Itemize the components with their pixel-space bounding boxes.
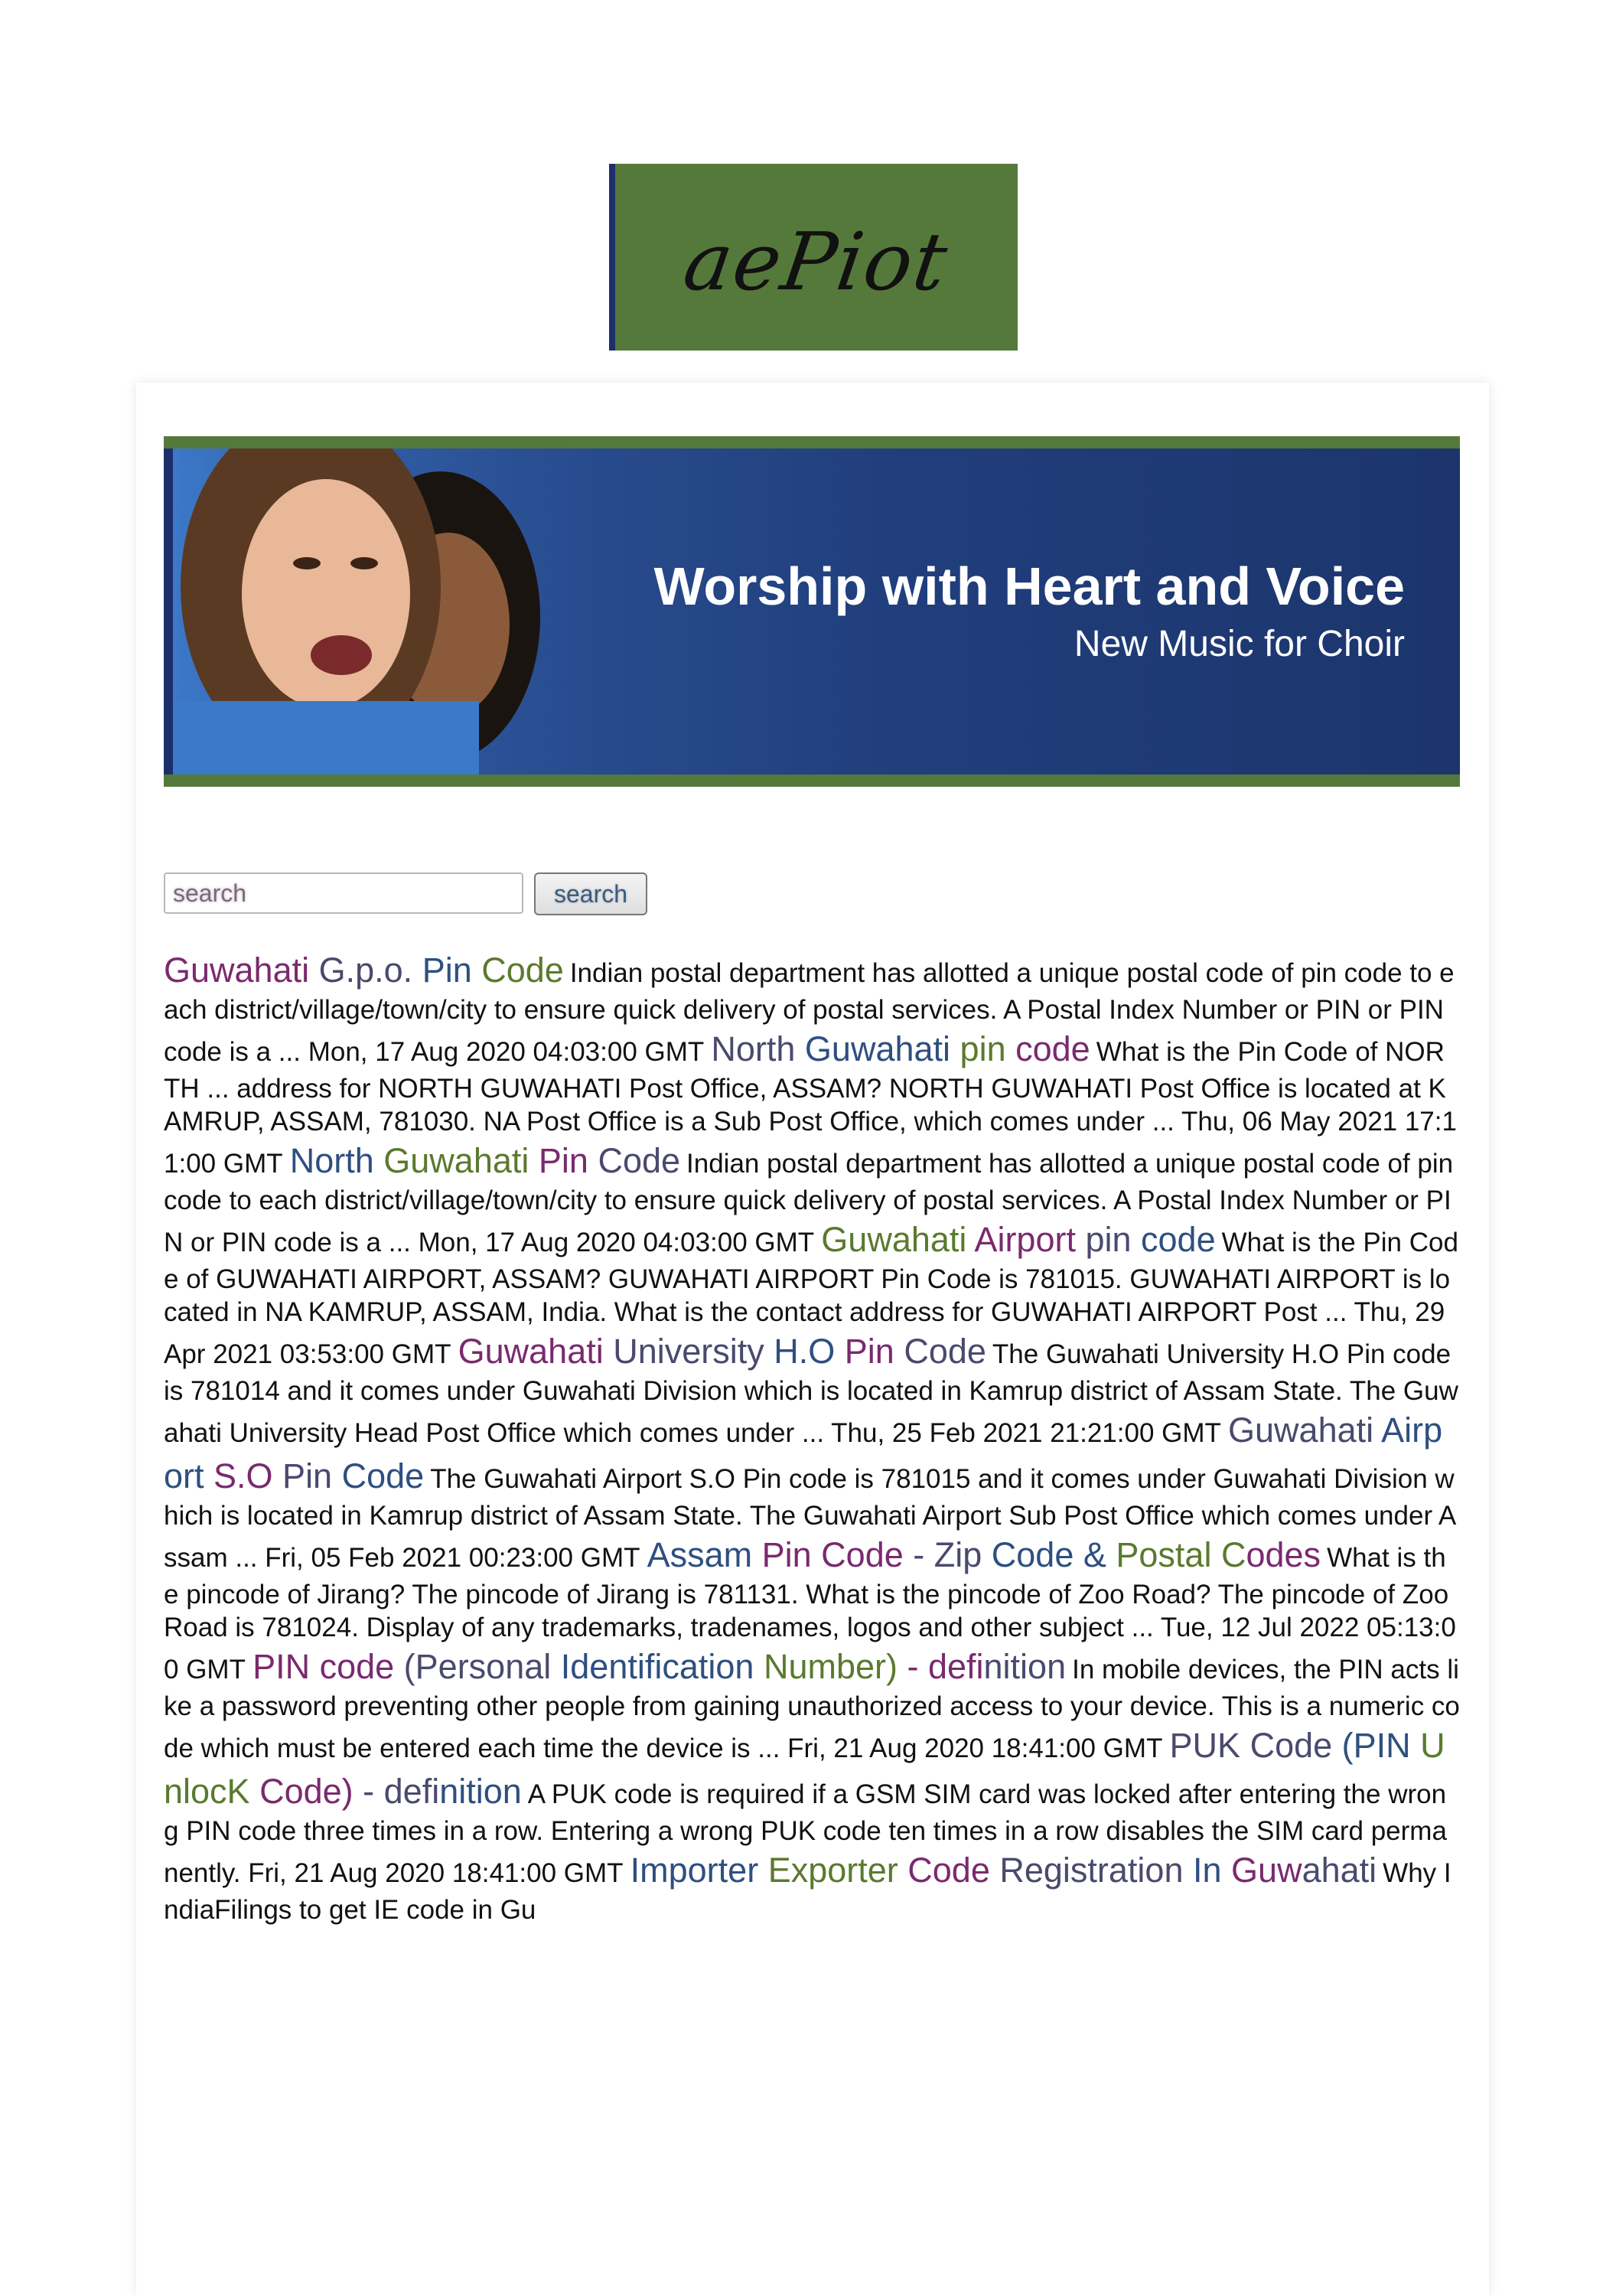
result-title-part: pin <box>950 1029 1006 1068</box>
result-title-part: Pin <box>835 1332 894 1371</box>
result-title-part: nition <box>439 1772 522 1811</box>
banner-subtitle: New Music for Choir <box>1074 624 1405 664</box>
result-title-part: (Personal <box>394 1647 552 1686</box>
result-title-part: (PIN <box>1332 1726 1411 1765</box>
result-title-part: G.p.o. <box>309 951 413 990</box>
result-title-part: Assam <box>647 1535 753 1574</box>
results-list <box>164 947 1460 1926</box>
result-title-part: Guwahati <box>795 1029 951 1068</box>
result-title-part: Airport <box>164 1411 1443 1495</box>
result-title-part: Pin <box>412 951 472 990</box>
result-title-part: Code) <box>249 1772 354 1811</box>
result-title-part: PUK Code <box>1169 1726 1333 1765</box>
result-title-part: Code <box>588 1141 681 1180</box>
result-title-link[interactable] <box>290 1141 680 1180</box>
result-title-part: Registration <box>989 1851 1184 1890</box>
result-title-part: - Zip <box>903 1535 982 1574</box>
result-title-part: North <box>711 1029 796 1068</box>
result-title-link[interactable] <box>630 1851 1377 1890</box>
result-title-part: nition <box>983 1647 1067 1686</box>
search-button[interactable]: search <box>534 872 647 915</box>
result-description: Indian postal department has allotted a unique postal code of pin code to each district/village/town/city to ensure quick delivery of postal services. A Postal Index Number or PIN or PIN code is a ... Mon, 17 Aug 2020 04:03:00 GMT <box>164 958 1455 1067</box>
result-title-part: Code <box>894 1332 986 1371</box>
result-title-part: Pin <box>272 1456 333 1495</box>
result-title-part: - defi <box>353 1772 440 1811</box>
result-title-part: University <box>603 1332 764 1371</box>
result-title-part: Code <box>332 1456 425 1495</box>
result-title-link[interactable] <box>164 951 564 990</box>
result-title-part: Exporter <box>758 1851 898 1890</box>
logo-text: aePiot <box>678 215 955 308</box>
result-title-part: Guwahati <box>164 951 310 990</box>
result-title-part: Importer <box>630 1851 759 1890</box>
result-title-part: Code <box>471 951 564 990</box>
result-title-part: Code <box>898 1851 990 1890</box>
result-title-link[interactable] <box>821 1220 1215 1259</box>
result-description: What is the Pin Code of NORTH ... address for NORTH GUWAHATI Post Office, ASSAM? NORTH GUWAHATI Post Office is located at KAMRUP, ASSAM, 781030. NA Post Office is a Sub Post Office, which comes under ... Thu, 06 May 2021 17:11:00 GMT <box>164 1037 1457 1179</box>
result-description: Indian postal department has allotted a unique postal code of pin code to each district/village/town/city to ensure quick delivery of postal services. A Postal Index Number or PIN or PIN code is a ... Mon, 17 Aug 2020 04:03:00 GMT <box>164 1149 1454 1257</box>
result-title-part: Identification <box>551 1647 754 1686</box>
result-description: What is the Pin Code of GUWAHATI AIRPORT, ASSAM? GUWAHATI AIRPORT Pin Code is 781015. GUWAHATI AIRPORT is located in NA KAMRUP, ASSAM, India. What is the contact address for GUWAHATI AIRPORT Post ... Thu, 29 Apr 2021 03:53:00 GMT <box>164 1228 1458 1369</box>
choir-singers-image <box>173 448 601 775</box>
content-card <box>136 383 1489 2296</box>
result-title-part: pin <box>1075 1220 1132 1259</box>
result-description: Why IndiaFilings to get IE code in Gu <box>164 1858 1451 1925</box>
result-title-part: S.O <box>204 1456 273 1495</box>
result-title-part: Guwahati <box>373 1141 529 1180</box>
result-title-part: odes <box>1246 1535 1321 1574</box>
result-title-part: UnlocK <box>164 1726 1445 1811</box>
result-description: A PUK code is required if a GSM SIM card was locked after entering the wrong PIN code three times in a row. Entering a wrong PUK code ten times in a row disables the SIM card permanently. Fri, 21 Aug 2020 18:41:00 GMT <box>164 1779 1447 1888</box>
result-title-link[interactable] <box>711 1029 1090 1068</box>
result-title-part: H.O <box>764 1332 836 1371</box>
result-title-part: Guwahati <box>821 1220 967 1259</box>
search-input[interactable] <box>164 872 523 914</box>
result-title-part: Guwahati <box>1228 1411 1374 1450</box>
result-title-link[interactable] <box>458 1332 986 1371</box>
result-title-part: Pin Code <box>752 1535 904 1574</box>
result-description: The Guwahati University H.O Pin code is 781014 and it comes under Guwahati Division which is located in Kamrup district of Assam State. The Guwahati University Head Post Office which comes under ... Thu, 25 Feb 2021 21:21:00 GMT <box>164 1339 1458 1448</box>
result-title-part: In <box>1183 1851 1222 1890</box>
result-description: What is the pincode of Jirang? The pincode of Jirang is 781131. What is the pincode of Zoo Road? The pincode of Zoo Road is 781024. Display of any trademarks, tradenames, logos and other subject ... Tue, 12 Jul 2022 05:13:00 GMT <box>164 1543 1456 1684</box>
banner <box>164 436 1460 787</box>
result-title-part: ahati <box>1302 1851 1377 1890</box>
result-title-part: Code & <box>982 1535 1106 1574</box>
result-title-part: code <box>1005 1029 1090 1068</box>
result-title-link[interactable] <box>647 1535 1321 1574</box>
result-title-link[interactable] <box>252 1647 1066 1686</box>
banner-title: Worship with Heart and Voice <box>653 556 1405 616</box>
result-title-part: Guwahati <box>458 1332 604 1371</box>
result-title-part: Guw <box>1221 1851 1302 1890</box>
site-logo[interactable] <box>609 164 1018 351</box>
result-title-part: code <box>1131 1220 1216 1259</box>
result-title-part: - defi <box>897 1647 984 1686</box>
result-description: In mobile devices, the PIN acts like a password preventing other people from gaining unauthorized access to your device. This is a numeric code which must be entered each time the device is ... Fri, 21 Aug 2020 18:41:00 GMT <box>164 1655 1460 1763</box>
result-title-part: PIN code <box>252 1647 395 1686</box>
result-title-part: Airport <box>966 1220 1076 1259</box>
result-title-part: North <box>289 1141 374 1180</box>
result-description: The Guwahati Airport S.O Pin code is 781015 and it comes under Guwahati Division which is located in Kamrup district of Assam State. The Guwahati Airport Sub Post Office which comes under Assam ... Fri, 05 Feb 2021 00:23:00 GMT <box>164 1464 1457 1573</box>
result-title-part: Number) <box>754 1647 898 1686</box>
result-title-part: Postal C <box>1106 1535 1246 1574</box>
result-title-part: Pin <box>529 1141 588 1180</box>
